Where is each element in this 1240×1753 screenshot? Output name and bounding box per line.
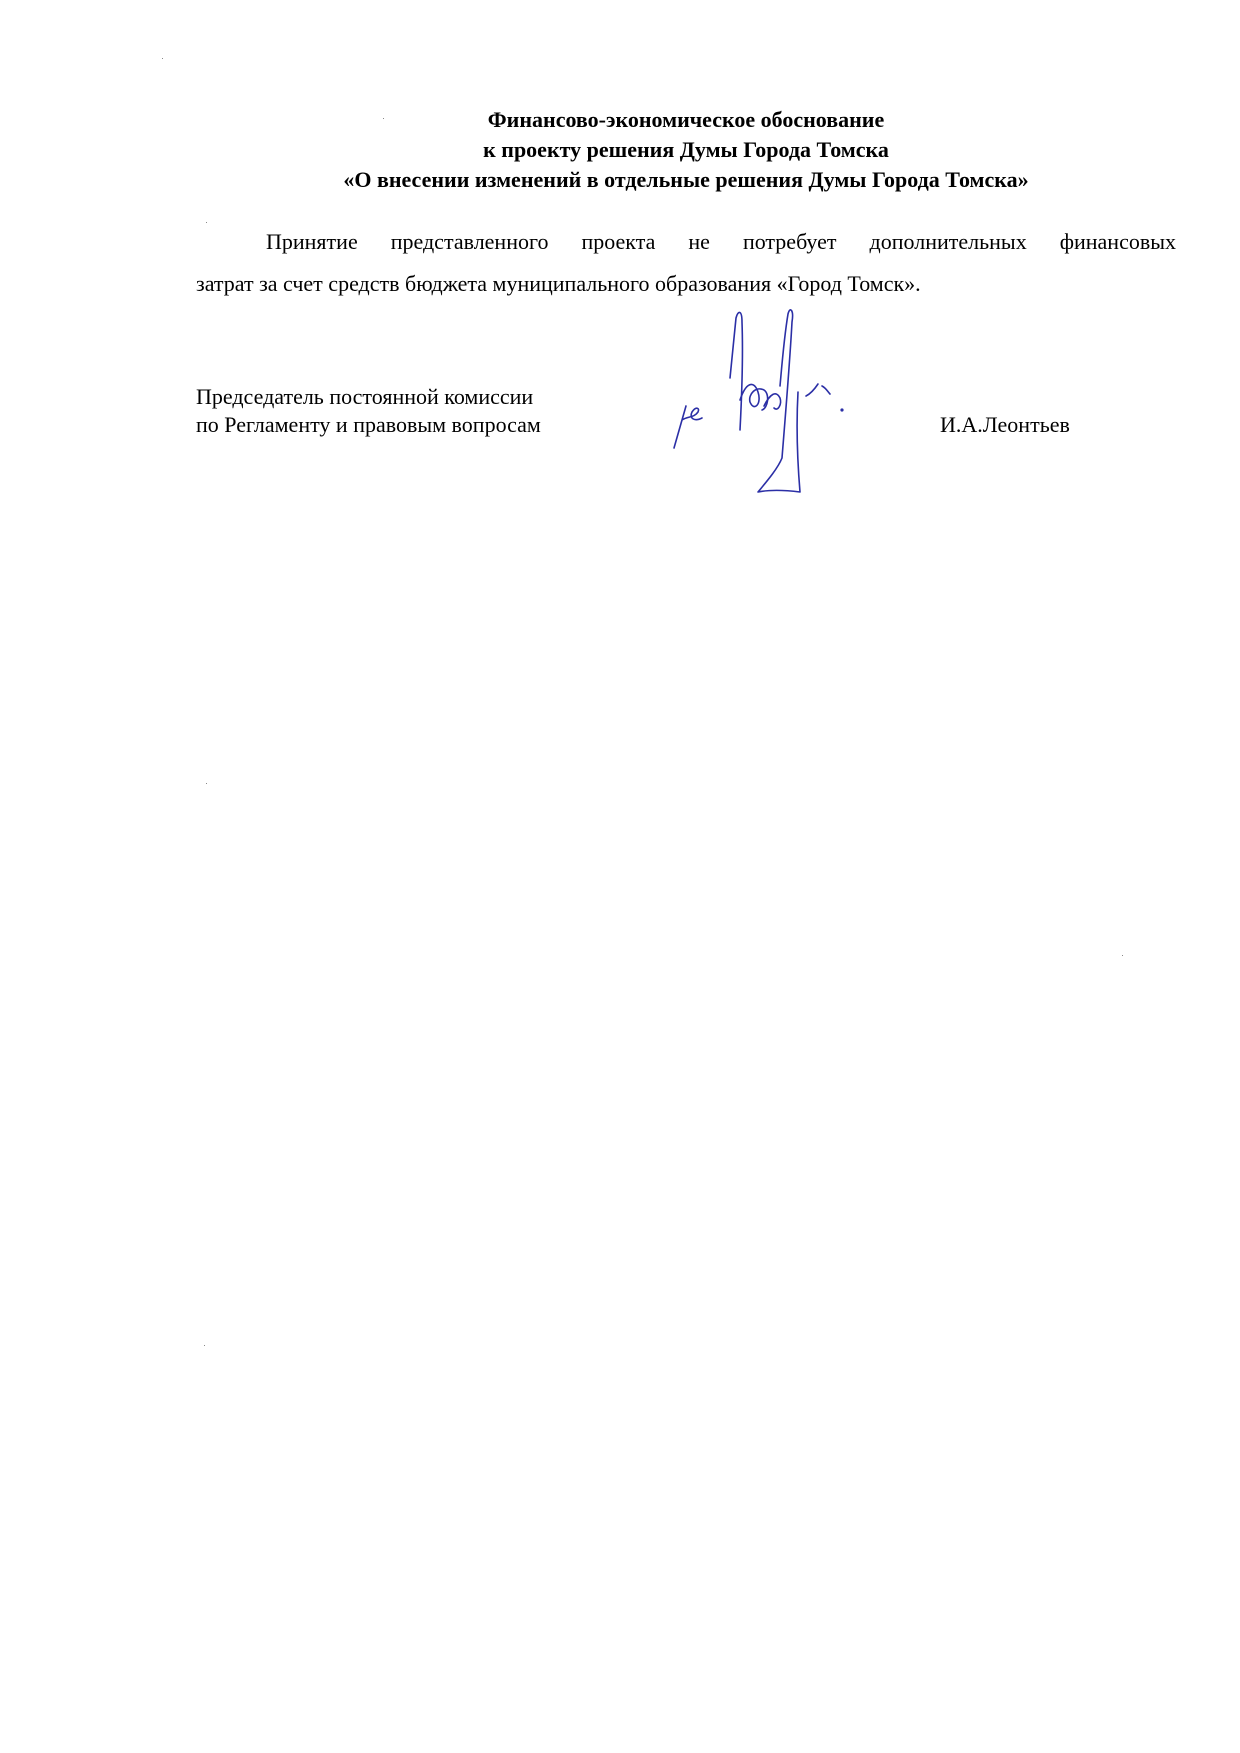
body-line-1: Принятие представленного проекта не потребует дополнительных финансовых bbox=[266, 229, 1176, 254]
title-line-1: Финансово-экономическое обоснование bbox=[487, 107, 885, 132]
document-title bbox=[196, 105, 1176, 195]
signer-name: И.А.Леонтьев bbox=[940, 412, 1070, 437]
scan-speck bbox=[383, 118, 384, 119]
scan-speck bbox=[1122, 955, 1123, 956]
position-line-2: по Регламенту и правовым вопросам bbox=[196, 412, 541, 437]
position-line-1: Председатель постоянной комиссии bbox=[196, 384, 534, 409]
scan-speck bbox=[206, 222, 207, 223]
title-line-3: «О внесении изменений в отдельные решения Думы Города Томска» bbox=[343, 167, 1029, 192]
signatory-position bbox=[196, 383, 541, 439]
body-line-2: затрат за счет средств бюджета муниципального образования «Город Томск». bbox=[196, 271, 921, 296]
scan-speck bbox=[204, 1345, 205, 1346]
handwritten-signature bbox=[672, 308, 872, 508]
title-line-2: к проекту решения Думы Города Томска bbox=[483, 137, 889, 162]
body-paragraph bbox=[196, 221, 1176, 305]
scan-speck bbox=[162, 58, 163, 59]
scan-speck bbox=[206, 783, 207, 784]
